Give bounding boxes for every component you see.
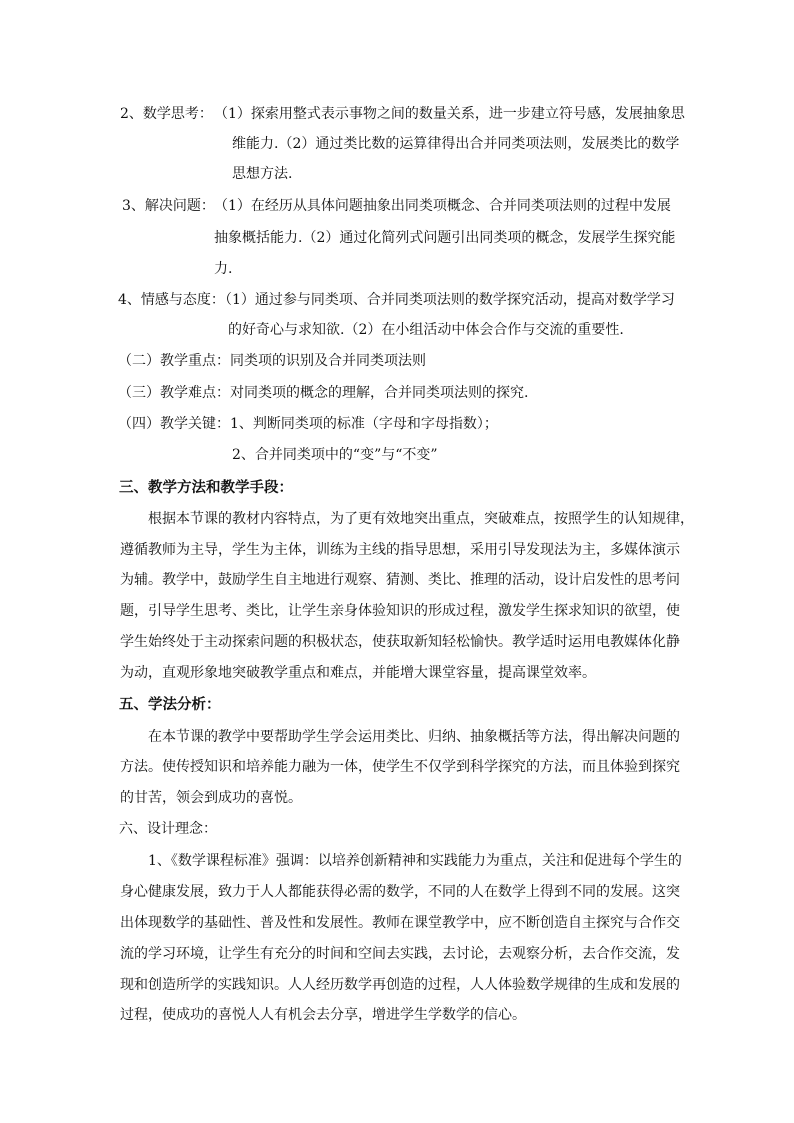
section-3-line-3: 为辅。教学中，鼓励学生自主地进行观察、猜测、类比、推理的活动，设计启发性的思考问 [120,572,680,588]
problem-solving-label: 3、解决问题： [122,198,215,214]
attitude-line-1: （1）通过参与同类项、合并同类项法则的数学探究活动，提高对数学学习 [218,292,675,308]
math-thinking-line-3: 思想方法. [232,166,293,182]
problem-solving-line-1: （1）在经历从具体问题抽象出同类项概念、合并同类项法则的过程中发展 [214,198,671,214]
section-3-line-4: 题，引导学生思考、类比，让学生亲身体验知识的形成过程，激发学生探求知识的欲望，使 [120,603,680,619]
attitude-line-2: 的好奇心与求知欲.（2）在小组活动中体会合作与交流的重要性. [228,322,624,338]
section-6-line-3: 出体现数学的基础性、普及性和发展性。教师在课堂教学中，应不断创造自主探究与合作交 [120,915,680,931]
teaching-key-2: 2、合并同类项中的“变”与“不变” [232,447,438,463]
section-6-line-5: 现和创造所学的实践知识。人人经历数学再创造的过程，人人体验数学规律的生成和发展的 [120,977,680,993]
teaching-key-point: （二）教学重点：同类项的识别及合并同类项法则 [118,353,426,369]
section-6-line-1: 1、《数学课程标准》强调：以培养创新精神和实践能力为重点，关注和促进每个学生的 [148,853,682,869]
section-6-line-6: 过程，使成功的喜悦人人有机会去分享，增进学生学数学的信心。 [120,1007,526,1023]
section-3-line-2: 遵循教师为主导，学生为主体，训练为主线的指导思想，采用引导发现法为主，多媒体演示 [120,542,680,558]
teaching-difficulty: （三）教学难点：对同类项的概念的理解，合并同类项法则的探究. [118,385,529,401]
section-5-line-1: 在本节课的教学中要帮助学生学会运用类比、归纳、抽象概括等方法，得出解决问题的 [148,729,680,745]
attitude-label: 4、情感与态度： [118,292,225,308]
section-5-line-3: 的甘苦，领会到成功的喜悦。 [120,790,302,806]
math-thinking-line-1: （1）探索用整式表示事物之间的数量关系，进一步建立符号感，发展抽象思 [214,106,685,122]
section-3-line-1: 根据本节课的教材内容特点，为了更有效地突出重点，突破难点，按照学生的认知规律， [148,511,694,527]
problem-solving-line-2: 抽象概括能力.（2）通过化简列式问题引出同类项的概念，发展学生探究能 [214,230,676,246]
problem-solving-line-3: 力. [214,261,233,277]
math-thinking-line-2: 维能力.（2）通过类比数的运算律得出合并同类项法则，发展类比的数学 [232,136,680,152]
section-6-line-4: 流的学习环境，让学生有充分的时间和空间去实践，去讨论，去观察分析，去合作交流，发 [120,946,680,962]
teaching-key-1: （四）教学关键：1、判断同类项的标准（字母和字母指数）； [118,416,498,432]
section-5-line-2: 方法。使传授知识和培养能力融为一体，使学生不仅学到科学探究的方法，而且体验到探究 [120,759,680,775]
math-thinking-label: 2、数学思考： [120,106,213,122]
section-3-heading: 三、教学方法和教学手段： [119,480,293,496]
section-5-heading: 五、学法分析： [119,697,221,713]
section-3-line-5: 学生始终处于主动探索问题的积极状态，使获取新知轻松愉快。教学适时运用电教媒体化静 [120,634,680,650]
section-6-heading: 六、设计理念： [119,821,217,837]
section-6-line-2: 身心健康发展，致力于人人都能获得必需的数学，不同的人在数学上得到不同的发展。这突 [120,884,680,900]
section-3-line-6: 为动，直观形象地突破教学重点和难点，并能增大课堂容量，提高课堂效率。 [120,665,596,681]
